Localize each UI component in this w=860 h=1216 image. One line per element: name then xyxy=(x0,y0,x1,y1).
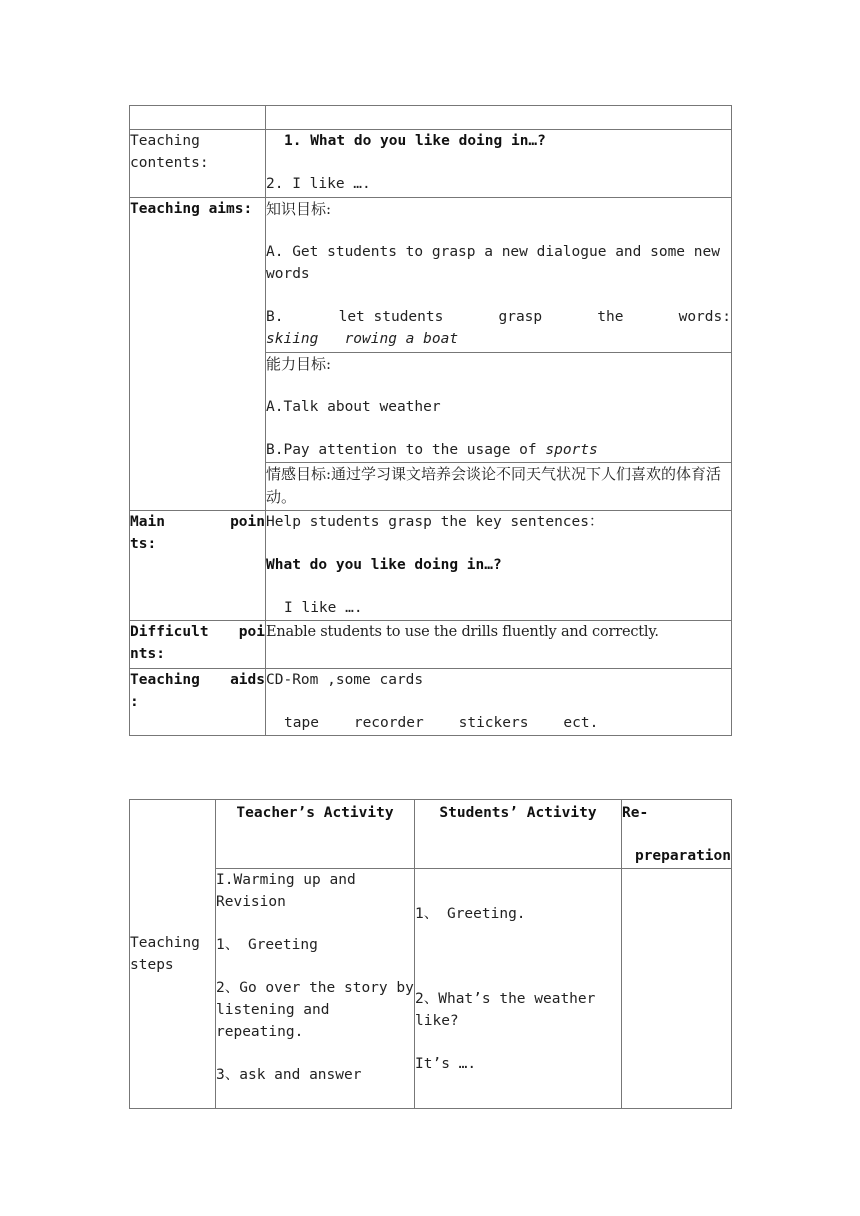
difficult-points-cell: Enable students to use the drills fluently and correctly. xyxy=(266,621,732,669)
aids-label-b: aids xyxy=(230,672,265,688)
teaching-aims-row xyxy=(130,198,732,353)
item-b-prefix: B. xyxy=(266,309,284,325)
knowledge-aims-cell xyxy=(266,198,732,353)
teaching-aims-label: Teaching aims: xyxy=(130,198,266,511)
teaching-aids-row xyxy=(130,669,732,736)
student-item: It’s …. xyxy=(415,1055,477,1072)
aids-item: tape xyxy=(284,715,319,731)
main-points-label-a: Main xyxy=(130,514,165,530)
aids-item: recorder xyxy=(353,715,424,731)
steps-header-row xyxy=(130,800,732,869)
empty-header-row xyxy=(130,106,732,130)
main-points-label-c: ts: xyxy=(130,536,157,552)
teacher-item: 3、ask and answer xyxy=(216,1067,362,1083)
main-points-sentence-1: What do you like doing in…? xyxy=(266,557,502,573)
main-points-label xyxy=(130,511,266,621)
student-item: 2、What’s the weather like? xyxy=(415,990,596,1029)
main-points-row xyxy=(130,511,732,621)
item-b-word: grasp xyxy=(498,309,543,325)
teacher-item: 1、 Greeting xyxy=(216,937,318,953)
knowledge-title: 知识目标: xyxy=(266,200,332,218)
aids-label-a: Teaching xyxy=(130,672,200,688)
students-activity-header: Students’ Activity xyxy=(415,800,622,869)
aids-line-2 xyxy=(266,712,731,734)
main-points-sentence-2: I like …. xyxy=(284,600,363,616)
aids-item: stickers xyxy=(458,715,529,731)
teacher-activity-cell xyxy=(216,869,415,1109)
main-points-label-b: poin xyxy=(230,514,265,530)
difficult-label-b: poi xyxy=(238,624,265,640)
student-item: 1、 Greeting. xyxy=(415,905,526,922)
teaching-steps-table xyxy=(129,799,732,1109)
empty-cell xyxy=(266,106,732,130)
steps-body-row xyxy=(130,869,732,1109)
re-preparation-a: Re- xyxy=(622,805,649,821)
teacher-activity-header: Teacher’s Activity xyxy=(216,800,415,869)
re-preparation-b: preparation xyxy=(634,848,731,864)
item-b-word: let students xyxy=(338,309,444,325)
item-b-word: words: xyxy=(678,309,731,325)
aids-line-1: CD-Rom ,some cards xyxy=(266,672,424,688)
teaching-contents-cell xyxy=(266,130,732,198)
ability-aims-cell xyxy=(266,353,732,463)
re-preparation-header xyxy=(622,800,732,869)
difficult-points-label xyxy=(130,621,266,669)
teaching-aids-label xyxy=(130,669,266,736)
emotion-aims-cell: 情感目标:通过学习课文培养会谈论不同天气状况下人们喜欢的体育活动。 xyxy=(266,463,732,511)
re-preparation-cell xyxy=(622,869,732,1109)
ability-title: 能力目标: xyxy=(266,355,332,373)
teacher-item: 2、Go over the story by listening and repeating. xyxy=(216,980,414,1040)
aids-label-c: : xyxy=(130,694,139,710)
main-points-intro: Help students grasp the key sentences： xyxy=(266,514,604,530)
difficult-points-row xyxy=(130,621,732,669)
empty-cell xyxy=(130,106,266,130)
aids-item: ect. xyxy=(563,715,599,731)
teacher-item: I.Warming up and Revision xyxy=(216,872,356,910)
ability-item-b xyxy=(266,439,731,461)
contents-line-1: 1. What do you like doing in…? xyxy=(284,133,546,149)
lesson-plan-table xyxy=(129,105,732,736)
main-points-cell xyxy=(266,511,732,621)
knowledge-item-a: A. Get students to grasp a new dialogue and some new words xyxy=(266,244,720,282)
difficult-label-c: nts: xyxy=(130,646,165,662)
knowledge-item-b-words: skiing rowing a boat xyxy=(266,331,459,347)
item-b-word: the xyxy=(597,309,624,325)
contents-line-2: 2. I like …. xyxy=(266,176,371,192)
teaching-contents-row xyxy=(130,130,732,198)
students-activity-cell xyxy=(415,869,622,1109)
ability-b-text: B.Pay attention to the usage of xyxy=(266,442,546,458)
difficult-label-a: Difficult xyxy=(130,624,209,640)
ability-item-a: A.Talk about weather xyxy=(266,399,441,415)
teaching-steps-label: Teaching steps xyxy=(130,800,216,1109)
teaching-contents-label: Teaching contents: xyxy=(130,130,266,198)
teaching-aids-cell xyxy=(266,669,732,736)
ability-b-emphasis: sports xyxy=(545,442,598,458)
knowledge-item-b xyxy=(266,306,731,328)
